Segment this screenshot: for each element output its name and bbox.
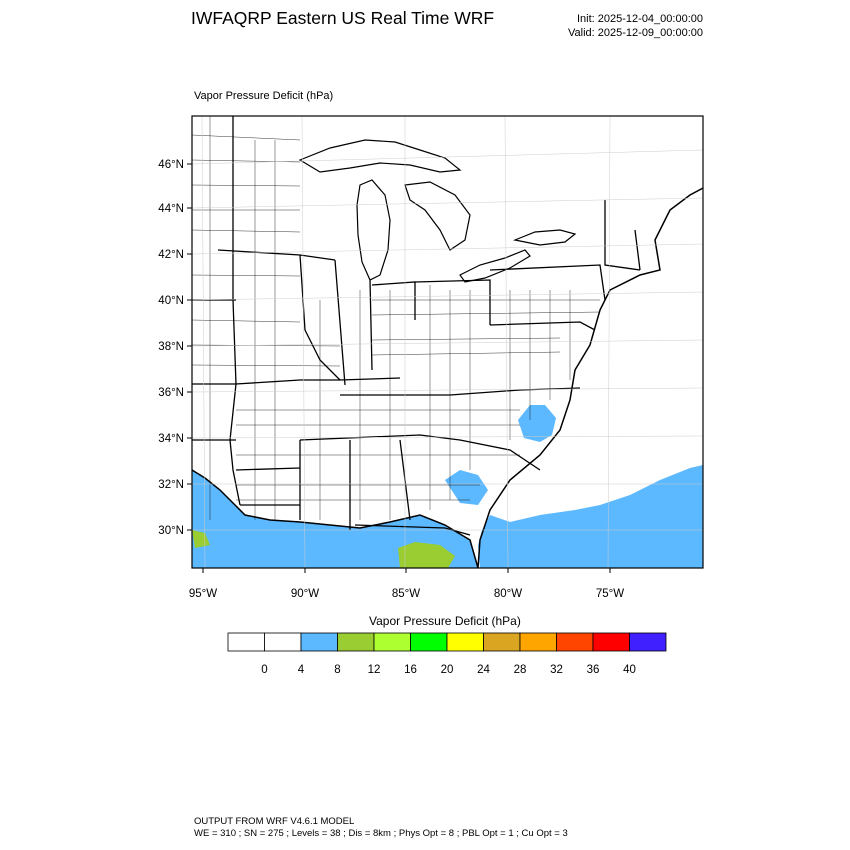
map-content: [192, 116, 703, 568]
colorbar-label: 16: [404, 664, 417, 676]
colorbar-bin: [265, 633, 302, 651]
colorbar-bin: [484, 633, 521, 651]
colorbar-label: 40: [623, 664, 636, 676]
colorbar-label: 28: [513, 664, 527, 676]
lon-label: 80°W: [493, 588, 523, 600]
lon-label: 95°W: [188, 588, 218, 600]
colorbar-label: 32: [550, 664, 563, 676]
lat-label: 44°N: [158, 203, 184, 215]
valid-time: Valid: 2025-12-09_00:00:00: [568, 27, 703, 39]
lat-label: 40°N: [158, 295, 184, 307]
colorbar: [228, 633, 666, 676]
colorbar-label: 20: [440, 664, 454, 676]
colorbar-label: 24: [477, 664, 490, 676]
colorbar-bin: [447, 633, 484, 651]
colorbar-label: 12: [367, 664, 381, 676]
lat-label: 34°N: [158, 433, 184, 445]
field-label: Vapor Pressure Deficit (hPa): [194, 90, 334, 102]
lat-label: 42°N: [158, 249, 184, 261]
init-time: Init: 2025-12-04_00:00:00: [577, 13, 703, 25]
colorbar-label: 36: [586, 664, 600, 676]
colorbar-label: 8: [334, 664, 341, 676]
colorbar-bin: [520, 633, 557, 651]
lon-label: 90°W: [290, 588, 320, 600]
colorbar-bin: [374, 633, 411, 651]
colorbar-label: 0: [261, 664, 268, 676]
colorbar-bin: [301, 633, 338, 651]
colorbar-bin: [228, 633, 265, 651]
colorbar-label: 4: [297, 664, 305, 676]
page-title: IWFAQRP Eastern US Real Time WRF: [191, 8, 495, 28]
lat-label: 30°N: [158, 525, 184, 537]
lat-label: 38°N: [158, 341, 184, 353]
colorbar-title: Vapor Pressure Deficit (hPa): [369, 614, 521, 628]
colorbar-bin: [593, 633, 630, 651]
longitude-axis: [189, 568, 624, 600]
lat-label: 36°N: [158, 387, 184, 399]
footer-model: OUTPUT FROM WRF V4.6.1 MODEL: [194, 816, 355, 827]
lat-label: 46°N: [158, 159, 184, 171]
lon-label: 75°W: [595, 588, 625, 600]
colorbar-bin: [338, 633, 375, 651]
lon-label: 85°W: [391, 588, 421, 600]
lat-label: 32°N: [158, 479, 184, 491]
colorbar-bin: [557, 633, 594, 651]
footer-config: WE = 310 ; SN = 275 ; Levels = 38 ; Dis = 8km ; Phys Opt = 8 ; PBL Opt = 1 ; Cu Opt = 3: [194, 828, 568, 839]
latitude-axis: [158, 159, 192, 537]
colorbar-bin: [630, 633, 667, 651]
colorbar-bin: [411, 633, 448, 651]
